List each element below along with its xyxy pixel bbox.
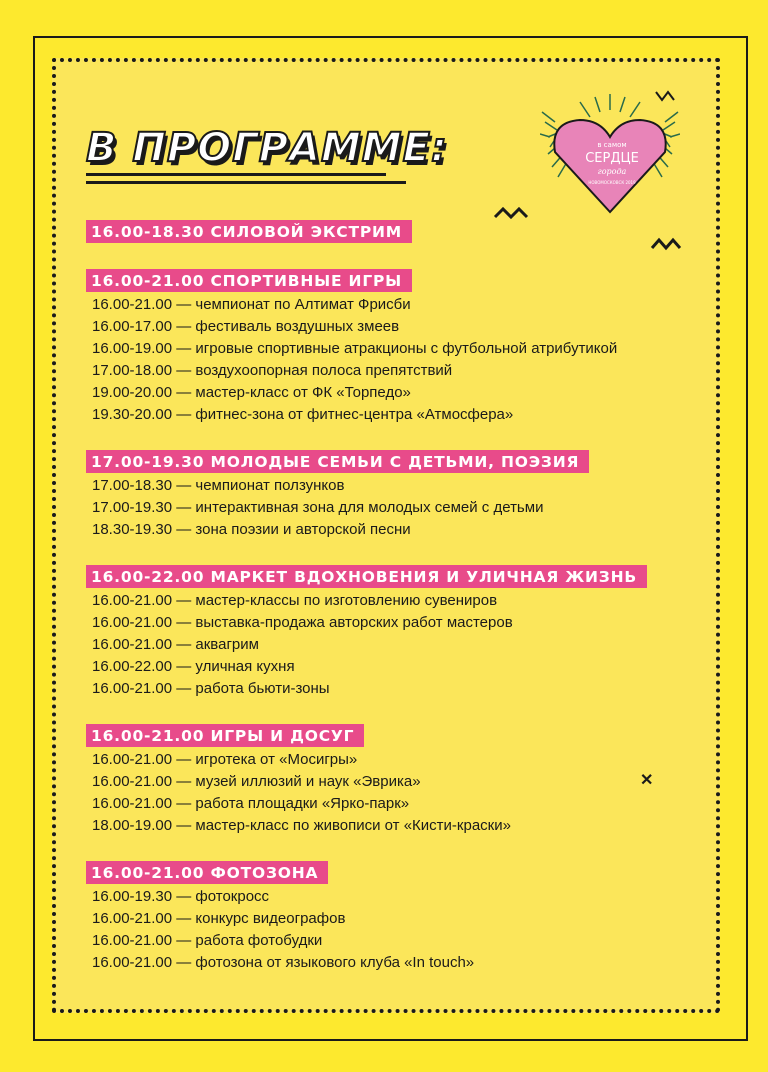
program-section: [86, 565, 706, 700]
schedule-item: 16.00-21.00 — игротека от «Мосигры»: [92, 751, 358, 768]
section-header: 16.00-22.00 МАРКЕТ ВДОХНОВЕНИЯ И УЛИЧНАЯ ЖИЗНЬ: [86, 565, 647, 588]
schedule-item: 17.00-18.00 — воздухоопорная полоса препятствий: [92, 362, 453, 379]
schedule-item: 18.30-19.30 — зона поэзии и авторской песни: [92, 521, 411, 538]
schedule-item: 16.00-21.00 — конкурс видеографов: [92, 910, 346, 927]
schedule-item: 16.00-21.00 — выставка-продажа авторских работ мастеров: [92, 614, 513, 631]
schedule-item: 16.00-21.00 — фотозона от языкового клуба «In touch»: [92, 954, 475, 971]
program-section: [86, 220, 706, 245]
schedule-item: 17.00-19.30 — интерактивная зона для молодых семей с детьми: [92, 499, 544, 516]
zigzag-decoration: [493, 205, 533, 221]
schedule-item: 19.30-20.00 — фитнес-зона от фитнес-центра «Атмосфера»: [92, 406, 514, 423]
schedule-item: 16.00-21.00 — работа бьюти-зоны: [92, 680, 330, 697]
schedule-item: 16.00-21.00 — аквагрим: [92, 636, 259, 653]
schedule-item: 16.00-22.00 — уличная кухня: [92, 658, 295, 675]
schedule-item: 16.00-21.00 — музей иллюзий и наук «Эврика»: [92, 773, 421, 790]
section-header: 16.00-21.00 ИГРЫ И ДОСУГ: [86, 724, 364, 747]
schedule-item: 19.00-20.00 — мастер-класс от ФК «Торпедо»: [92, 384, 411, 401]
program-section: [86, 724, 706, 837]
program-section: [86, 269, 706, 426]
heart-logo: [540, 92, 680, 222]
schedule-item: 16.00-19.30 — фотокросс: [92, 888, 270, 905]
page-title: В ПРОГРАММЕ:: [86, 125, 448, 171]
program-section: [86, 450, 706, 541]
schedule-item: 16.00-19.00 — игровые спортивные атракционы с футбольной атрибутикой: [92, 340, 618, 357]
schedule-item: 17.00-18.30 — чемпионат ползунков: [92, 477, 345, 494]
section-header: 16.00-18.30 СИЛОВОЙ ЭКСТРИМ: [86, 220, 412, 243]
section-header: 16.00-21.00 ФОТОЗОНА: [86, 861, 328, 884]
logo-line4: НОВОМОСКОВСК 2019: [588, 180, 636, 185]
section-header: 16.00-21.00 СПОРТИВНЫЕ ИГРЫ: [86, 269, 412, 292]
title-underline: [86, 173, 406, 189]
logo-line3: города: [597, 167, 627, 176]
cross-icon: ✕: [640, 772, 654, 789]
logo-line1: в самом: [597, 141, 627, 149]
zigzag-decoration: [654, 88, 676, 104]
schedule-item: 18.00-19.00 — мастер-класс по живописи от «Кисти-краски»: [92, 817, 511, 834]
schedule-item: 16.00-21.00 — мастер-классы по изготовлению сувениров: [92, 592, 498, 609]
program-section: [86, 861, 706, 974]
program-list: [86, 220, 706, 998]
schedule-item: 16.00-17.00 — фестиваль воздушных змеев: [92, 318, 400, 335]
schedule-item: 16.00-21.00 — работа фотобудки: [92, 932, 323, 949]
schedule-item: 16.00-21.00 — чемпионат по Алтимат Фрисби: [92, 296, 411, 313]
schedule-item: 16.00-21.00 — работа площадки «Ярко-парк»: [92, 795, 410, 812]
logo-line2: СЕРДЦЕ: [585, 151, 639, 166]
section-header: 17.00-19.30 МОЛОДЫЕ СЕМЬИ С ДЕТЬМИ, ПОЭЗИЯ: [86, 450, 589, 473]
